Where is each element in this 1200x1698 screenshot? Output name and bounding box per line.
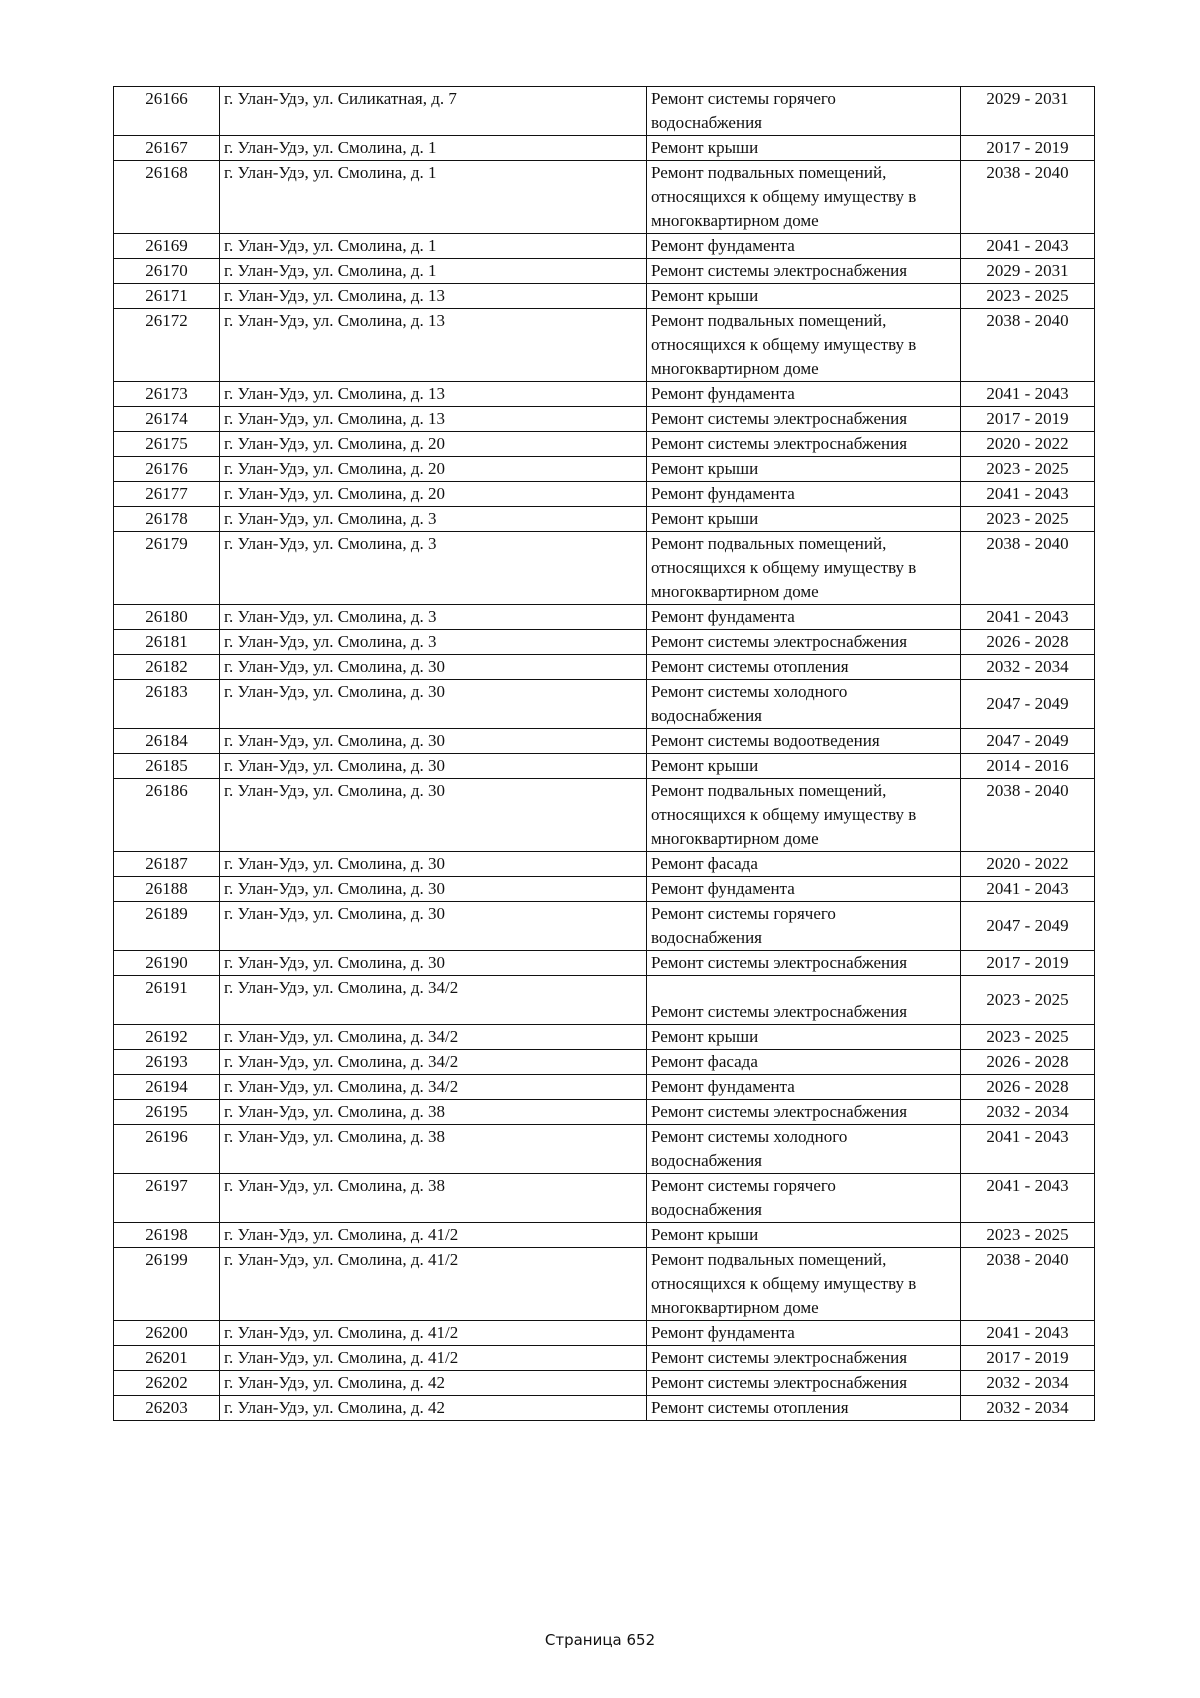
work-type-cell: Ремонт подвальных помещений, относящихся к общему имуществу в многоквартирном доме: [647, 779, 961, 852]
row-number-cell: 26184: [114, 729, 220, 754]
address-cell: г. Улан-Удэ, ул. Смолина, д. 1: [220, 234, 647, 259]
row-number-cell: 26186: [114, 779, 220, 852]
period-cell: 2020 - 2022: [961, 432, 1095, 457]
period-cell: 2041 - 2043: [961, 382, 1095, 407]
work-type-cell: Ремонт подвальных помещений, относящихся к общему имуществу в многоквартирном доме: [647, 309, 961, 382]
period-cell: 2029 - 2031: [961, 259, 1095, 284]
row-number-cell: 26169: [114, 234, 220, 259]
work-type-cell: Ремонт системы отопления: [647, 655, 961, 680]
row-number-cell: 26192: [114, 1025, 220, 1050]
address-cell: г. Улан-Удэ, ул. Смолина, д. 30: [220, 877, 647, 902]
work-type-cell: Ремонт системы электроснабжения: [647, 1346, 961, 1371]
row-number-cell: 26188: [114, 877, 220, 902]
row-number-cell: 26179: [114, 532, 220, 605]
table-row: [114, 482, 1095, 507]
row-number-cell: 26178: [114, 507, 220, 532]
work-type-cell: Ремонт подвальных помещений, относящихся к общему имуществу в многоквартирном доме: [647, 1248, 961, 1321]
table-row: [114, 852, 1095, 877]
work-type-cell: Ремонт крыши: [647, 457, 961, 482]
address-cell: г. Улан-Удэ, ул. Смолина, д. 30: [220, 680, 647, 729]
table-row: [114, 754, 1095, 779]
table-row: [114, 136, 1095, 161]
row-number-cell: 26187: [114, 852, 220, 877]
table-row: [114, 630, 1095, 655]
row-number-cell: 26183: [114, 680, 220, 729]
work-type-cell: Ремонт системы электроснабжения: [647, 951, 961, 976]
table-row: [114, 507, 1095, 532]
row-number-cell: 26200: [114, 1321, 220, 1346]
table-row: [114, 1346, 1095, 1371]
work-type-cell: Ремонт системы электроснабжения: [647, 432, 961, 457]
work-type-cell: Ремонт системы горячего водоснабжения: [647, 87, 961, 136]
row-number-cell: 26196: [114, 1125, 220, 1174]
row-number-cell: 26185: [114, 754, 220, 779]
work-type-cell: Ремонт фундамента: [647, 877, 961, 902]
period-cell: 2041 - 2043: [961, 482, 1095, 507]
table-row: [114, 779, 1095, 852]
address-cell: г. Улан-Удэ, ул. Смолина, д. 13: [220, 284, 647, 309]
table-row: [114, 234, 1095, 259]
work-type-cell: Ремонт системы горячего водоснабжения: [647, 1174, 961, 1223]
repair-schedule-table: [113, 86, 1095, 1421]
period-cell: 2017 - 2019: [961, 951, 1095, 976]
row-number-cell: 26168: [114, 161, 220, 234]
period-cell: 2038 - 2040: [961, 1248, 1095, 1321]
period-cell: 2026 - 2028: [961, 1075, 1095, 1100]
table-row: [114, 432, 1095, 457]
table-row: [114, 877, 1095, 902]
work-type-cell: Ремонт крыши: [647, 1025, 961, 1050]
table-row: [114, 1075, 1095, 1100]
table-row: [114, 1174, 1095, 1223]
period-cell: 2047 - 2049: [961, 680, 1095, 729]
address-cell: г. Улан-Удэ, ул. Смолина, д. 3: [220, 605, 647, 630]
period-cell: 2041 - 2043: [961, 605, 1095, 630]
row-number-cell: 26203: [114, 1396, 220, 1421]
work-type-cell: Ремонт системы электроснабжения: [647, 259, 961, 284]
table-row: [114, 457, 1095, 482]
row-number-cell: 26166: [114, 87, 220, 136]
table-row: [114, 532, 1095, 605]
address-cell: г. Улан-Удэ, ул. Смолина, д. 20: [220, 457, 647, 482]
period-cell: 2032 - 2034: [961, 655, 1095, 680]
work-type-cell: Ремонт фундамента: [647, 1321, 961, 1346]
address-cell: г. Улан-Удэ, ул. Смолина, д. 20: [220, 432, 647, 457]
address-cell: г. Улан-Удэ, ул. Смолина, д. 3: [220, 507, 647, 532]
work-type-cell: Ремонт системы холодного водоснабжения: [647, 680, 961, 729]
table-row: [114, 605, 1095, 630]
table-row: [114, 1100, 1095, 1125]
period-cell: 2038 - 2040: [961, 779, 1095, 852]
table-row: [114, 1025, 1095, 1050]
address-cell: г. Улан-Удэ, ул. Смолина, д. 41/2: [220, 1346, 647, 1371]
work-type-cell: Ремонт подвальных помещений, относящихся к общему имуществу в многоквартирном доме: [647, 161, 961, 234]
address-cell: г. Улан-Удэ, ул. Смолина, д. 1: [220, 259, 647, 284]
work-type-cell: Ремонт системы холодного водоснабжения: [647, 1125, 961, 1174]
period-cell: 2023 - 2025: [961, 1223, 1095, 1248]
period-cell: 2041 - 2043: [961, 234, 1095, 259]
address-cell: г. Улан-Удэ, ул. Смолина, д. 1: [220, 136, 647, 161]
table-row: [114, 1248, 1095, 1321]
period-cell: 2023 - 2025: [961, 284, 1095, 309]
period-cell: 2020 - 2022: [961, 852, 1095, 877]
address-cell: г. Улан-Удэ, ул. Смолина, д. 13: [220, 382, 647, 407]
address-cell: г. Улан-Удэ, ул. Смолина, д. 38: [220, 1125, 647, 1174]
period-cell: 2023 - 2025: [961, 457, 1095, 482]
period-cell: 2047 - 2049: [961, 729, 1095, 754]
address-cell: г. Улан-Удэ, ул. Силикатная, д. 7: [220, 87, 647, 136]
row-number-cell: 26172: [114, 309, 220, 382]
address-cell: г. Улан-Удэ, ул. Смолина, д. 42: [220, 1371, 647, 1396]
table-row: [114, 309, 1095, 382]
work-type-cell: Ремонт фундамента: [647, 1075, 961, 1100]
address-cell: г. Улан-Удэ, ул. Смолина, д. 42: [220, 1396, 647, 1421]
address-cell: г. Улан-Удэ, ул. Смолина, д. 30: [220, 902, 647, 951]
work-type-cell: Ремонт крыши: [647, 136, 961, 161]
work-type-cell: Ремонт системы электроснабжения: [647, 976, 961, 1025]
period-cell: 2047 - 2049: [961, 902, 1095, 951]
address-cell: г. Улан-Удэ, ул. Смолина, д. 13: [220, 309, 647, 382]
address-cell: г. Улан-Удэ, ул. Смолина, д. 3: [220, 630, 647, 655]
period-cell: 2032 - 2034: [961, 1100, 1095, 1125]
work-type-cell: Ремонт системы водоотведения: [647, 729, 961, 754]
row-number-cell: 26199: [114, 1248, 220, 1321]
work-type-cell: Ремонт системы электроснабжения: [647, 1371, 961, 1396]
address-cell: г. Улан-Удэ, ул. Смолина, д. 30: [220, 852, 647, 877]
table-row: [114, 951, 1095, 976]
period-cell: 2023 - 2025: [961, 507, 1095, 532]
table-row: [114, 1321, 1095, 1346]
address-cell: г. Улан-Удэ, ул. Смолина, д. 13: [220, 407, 647, 432]
work-type-cell: Ремонт крыши: [647, 507, 961, 532]
row-number-cell: 26170: [114, 259, 220, 284]
work-type-cell: Ремонт фундамента: [647, 482, 961, 507]
work-type-cell: Ремонт фасада: [647, 852, 961, 877]
table-row: [114, 284, 1095, 309]
period-cell: 2041 - 2043: [961, 1174, 1095, 1223]
period-cell: 2029 - 2031: [961, 87, 1095, 136]
period-cell: 2038 - 2040: [961, 532, 1095, 605]
row-number-cell: 26198: [114, 1223, 220, 1248]
work-type-cell: Ремонт системы электроснабжения: [647, 1100, 961, 1125]
period-cell: 2041 - 2043: [961, 1125, 1095, 1174]
table-row: [114, 407, 1095, 432]
period-cell: 2017 - 2019: [961, 1346, 1095, 1371]
work-type-cell: Ремонт системы электроснабжения: [647, 630, 961, 655]
row-number-cell: 26182: [114, 655, 220, 680]
work-type-cell: Ремонт системы отопления: [647, 1396, 961, 1421]
work-type-cell: Ремонт крыши: [647, 1223, 961, 1248]
row-number-cell: 26173: [114, 382, 220, 407]
address-cell: г. Улан-Удэ, ул. Смолина, д. 38: [220, 1174, 647, 1223]
work-type-cell: Ремонт подвальных помещений, относящихся к общему имуществу в многоквартирном доме: [647, 532, 961, 605]
work-type-cell: Ремонт фасада: [647, 1050, 961, 1075]
address-cell: г. Улан-Удэ, ул. Смолина, д. 30: [220, 951, 647, 976]
table-row: [114, 382, 1095, 407]
address-cell: г. Улан-Удэ, ул. Смолина, д. 34/2: [220, 1075, 647, 1100]
table-row: [114, 680, 1095, 729]
row-number-cell: 26189: [114, 902, 220, 951]
table-row: [114, 729, 1095, 754]
table-row: [114, 1223, 1095, 1248]
table-row: [114, 1371, 1095, 1396]
address-cell: г. Улан-Удэ, ул. Смолина, д. 1: [220, 161, 647, 234]
table-row: [114, 655, 1095, 680]
period-cell: 2023 - 2025: [961, 976, 1095, 1025]
row-number-cell: 26191: [114, 976, 220, 1025]
row-number-cell: 26176: [114, 457, 220, 482]
period-cell: 2038 - 2040: [961, 161, 1095, 234]
table-row: [114, 87, 1095, 136]
period-cell: 2041 - 2043: [961, 877, 1095, 902]
period-cell: 2032 - 2034: [961, 1371, 1095, 1396]
address-cell: г. Улан-Удэ, ул. Смолина, д. 34/2: [220, 1050, 647, 1075]
row-number-cell: 26171: [114, 284, 220, 309]
address-cell: г. Улан-Удэ, ул. Смолина, д. 20: [220, 482, 647, 507]
table-row: [114, 259, 1095, 284]
address-cell: г. Улан-Удэ, ул. Смолина, д. 30: [220, 729, 647, 754]
row-number-cell: 26202: [114, 1371, 220, 1396]
row-number-cell: 26194: [114, 1075, 220, 1100]
period-cell: 2023 - 2025: [961, 1025, 1095, 1050]
address-cell: г. Улан-Удэ, ул. Смолина, д. 41/2: [220, 1223, 647, 1248]
period-cell: 2026 - 2028: [961, 1050, 1095, 1075]
row-number-cell: 26180: [114, 605, 220, 630]
row-number-cell: 26197: [114, 1174, 220, 1223]
work-type-cell: Ремонт системы электроснабжения: [647, 407, 961, 432]
table-row: [114, 161, 1095, 234]
table-row: [114, 1050, 1095, 1075]
work-type-cell: Ремонт крыши: [647, 754, 961, 779]
table-row: [114, 976, 1095, 1025]
work-type-cell: Ремонт фундамента: [647, 605, 961, 630]
work-type-cell: Ремонт фундамента: [647, 234, 961, 259]
address-cell: г. Улан-Удэ, ул. Смолина, д. 34/2: [220, 1025, 647, 1050]
address-cell: г. Улан-Удэ, ул. Смолина, д. 30: [220, 754, 647, 779]
address-cell: г. Улан-Удэ, ул. Смолина, д. 41/2: [220, 1248, 647, 1321]
period-cell: 2017 - 2019: [961, 407, 1095, 432]
address-cell: г. Улан-Удэ, ул. Смолина, д. 41/2: [220, 1321, 647, 1346]
page-number: Страница 652: [544, 1631, 656, 1649]
table-row: [114, 902, 1095, 951]
address-cell: г. Улан-Удэ, ул. Смолина, д. 38: [220, 1100, 647, 1125]
work-type-cell: Ремонт фундамента: [647, 382, 961, 407]
row-number-cell: 26181: [114, 630, 220, 655]
period-cell: 2032 - 2034: [961, 1396, 1095, 1421]
period-cell: 2041 - 2043: [961, 1321, 1095, 1346]
row-number-cell: 26175: [114, 432, 220, 457]
row-number-cell: 26190: [114, 951, 220, 976]
row-number-cell: 26167: [114, 136, 220, 161]
work-type-cell: Ремонт крыши: [647, 284, 961, 309]
table-row: [114, 1125, 1095, 1174]
period-cell: 2017 - 2019: [961, 136, 1095, 161]
row-number-cell: 26177: [114, 482, 220, 507]
row-number-cell: 26201: [114, 1346, 220, 1371]
period-cell: 2038 - 2040: [961, 309, 1095, 382]
address-cell: г. Улан-Удэ, ул. Смолина, д. 30: [220, 779, 647, 852]
period-cell: 2014 - 2016: [961, 754, 1095, 779]
row-number-cell: 26193: [114, 1050, 220, 1075]
work-type-cell: Ремонт системы горячего водоснабжения: [647, 902, 961, 951]
row-number-cell: 26195: [114, 1100, 220, 1125]
table-row: [114, 1396, 1095, 1421]
address-cell: г. Улан-Удэ, ул. Смолина, д. 3: [220, 532, 647, 605]
address-cell: г. Улан-Удэ, ул. Смолина, д. 30: [220, 655, 647, 680]
address-cell: г. Улан-Удэ, ул. Смолина, д. 34/2: [220, 976, 647, 1025]
period-cell: 2026 - 2028: [961, 630, 1095, 655]
table-body: [114, 87, 1095, 1421]
row-number-cell: 26174: [114, 407, 220, 432]
